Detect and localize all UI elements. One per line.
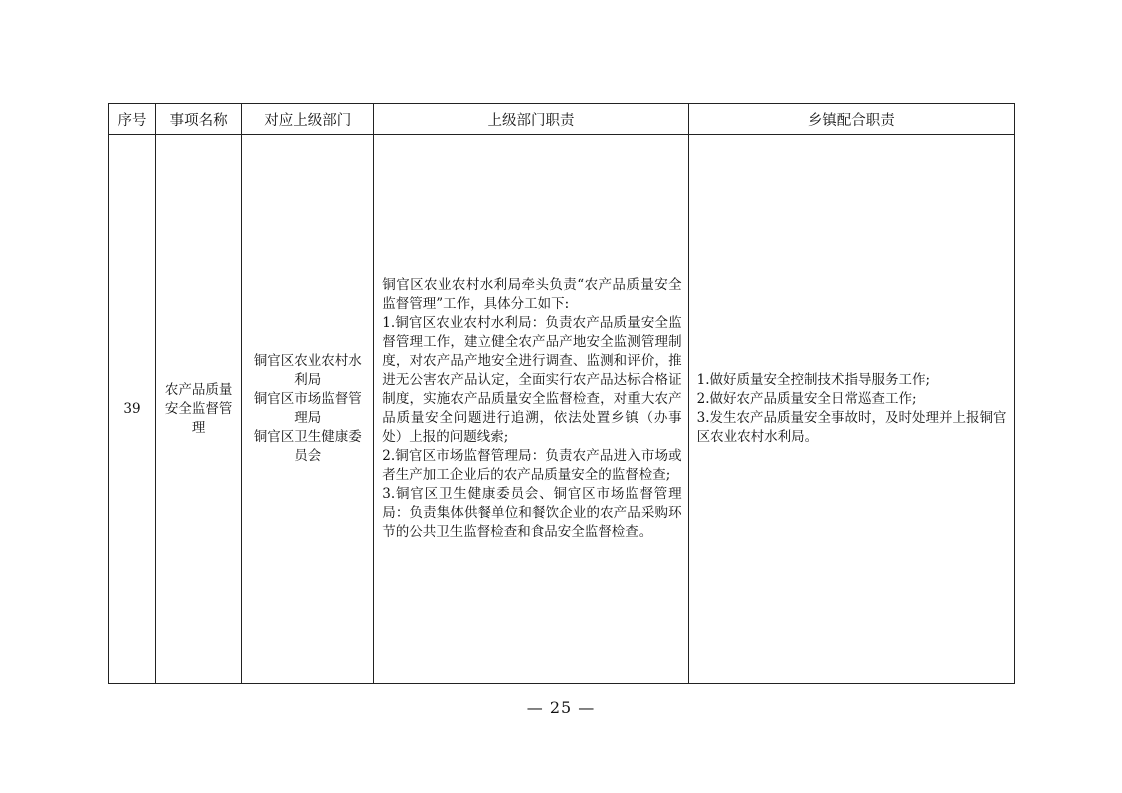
duty-paragraph: 铜官区农业农村水利局牵头负责“农产品质量安全监督管理”工作，具体分工如下: xyxy=(382,277,682,312)
row-department xyxy=(242,135,374,684)
duty-paragraph: 1.铜官区农业农村水利局：负责农产品质量安全监督管理工作，建立健全农产品产地安全监测管理制度，对农产品产地安全进行调查、监测和评价，推进无公害农产品认定，全面实行农产品达标合格证制度，实施农产品质量安全监督检查，对重大农产品质量安全问题进行追溯，依法处置乡镇（办事处）上报的问题线索; xyxy=(382,315,682,445)
row-department-duties xyxy=(374,135,688,684)
table-header xyxy=(109,104,1015,135)
township-duty-item: 3.发生农产品质量安全事故时，及时处理并上报铜官区农业农村水利局。 xyxy=(696,410,1007,445)
header-department: 对应上级部门 xyxy=(242,104,374,135)
row-item-name: 农产品质量安全监督管理 xyxy=(156,135,242,684)
table-body xyxy=(109,135,1015,684)
department-line: 铜官区卫生健康委员会 xyxy=(253,429,362,464)
header-item-name: 事项名称 xyxy=(156,104,242,135)
row-township-duties xyxy=(688,135,1014,684)
department-line: 铜官区农业农村水利局 xyxy=(253,353,362,388)
row-seq: 39 xyxy=(109,135,156,684)
page-number: — 25 — xyxy=(526,698,596,717)
header-row xyxy=(109,104,1015,135)
responsibility-table xyxy=(108,103,1015,684)
table-row xyxy=(109,135,1015,684)
header-township-duties: 乡镇配合职责 xyxy=(688,104,1014,135)
department-line: 铜官区市场监督管理局 xyxy=(253,391,362,426)
duty-paragraph: 3.铜官区卫生健康委员会、铜官区市场监督管理局：负责集体供餐单位和餐饮企业的农产品采购环节的公共卫生监督检查和食品安全监督检查。 xyxy=(382,486,682,540)
duty-paragraph: 2.铜官区市场监督管理局：负责农产品进入市场或者生产加工企业后的农产品质量安全的监督检查; xyxy=(382,448,682,483)
header-department-duties: 上级部门职责 xyxy=(374,104,688,135)
township-duty-item: 1.做好质量安全控制技术指导服务工作; xyxy=(696,372,931,388)
township-duty-item: 2.做好农产品质量安全日常巡查工作; xyxy=(696,391,917,407)
header-seq: 序号 xyxy=(109,104,156,135)
